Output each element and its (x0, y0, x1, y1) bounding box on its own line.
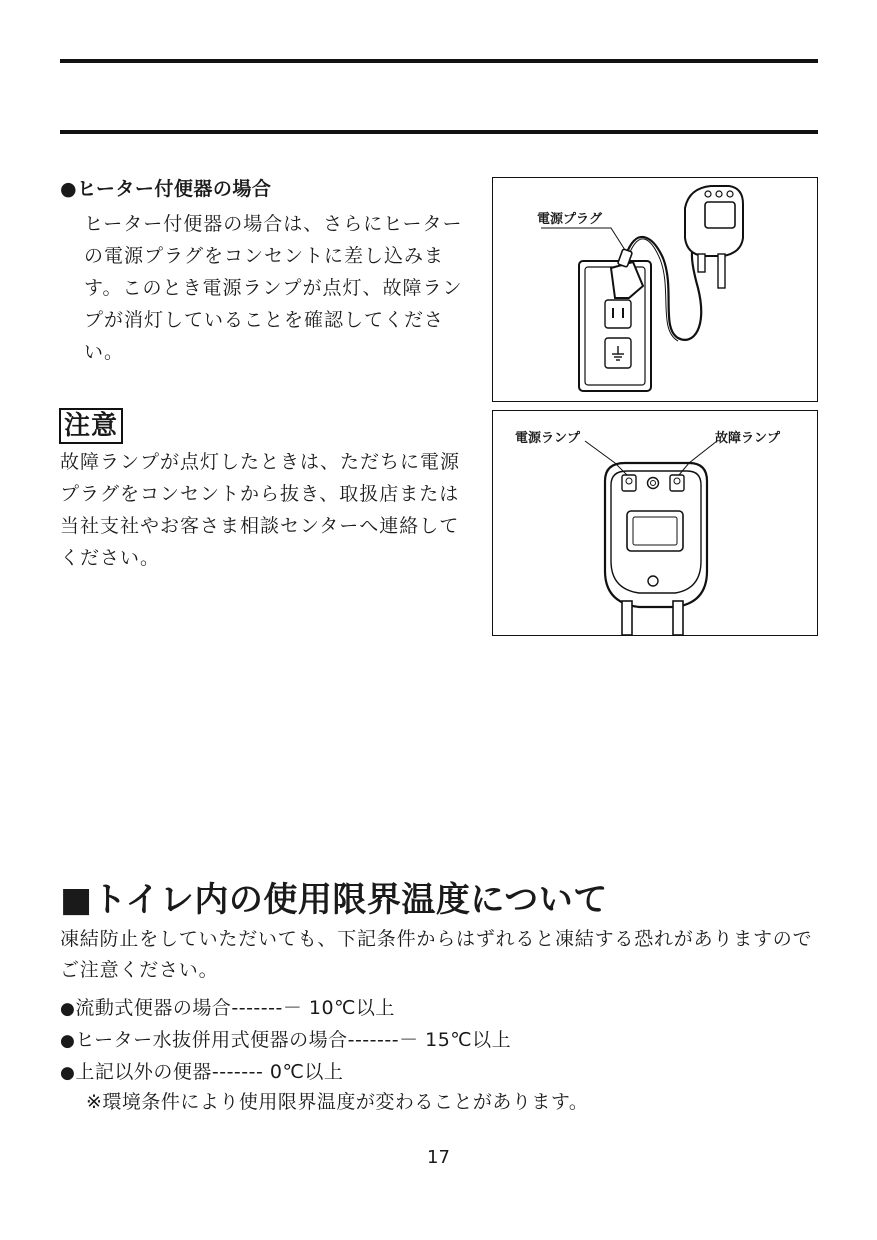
temperature-section-title: ■トイレ内の使用限界温度について (60, 880, 608, 920)
caution-body: 故障ランプが点灯したときは、ただちに電源プラグをコンセントから抜き、取扱店または当社支社やお客さま相談センターへ連絡してください。 (60, 451, 461, 569)
heater-section-body: ヒーター付便器の場合は、さらにヒーターの電源プラグをコンセントに差し込みます。このとき電源ランプが点灯、故障ランプが消灯していることを確認してください。 (84, 213, 463, 363)
top-rule (60, 59, 818, 63)
header-rule (60, 130, 818, 134)
page-number: 17 (427, 1147, 450, 1168)
power-lamp-label: 電源ランプ (515, 431, 581, 446)
item-leader: ------- (231, 997, 283, 1019)
list-item (60, 1025, 511, 1057)
bullet-icon: ● (60, 1063, 76, 1083)
item-leader: ------- (347, 1029, 400, 1051)
temperature-limit-list (60, 993, 511, 1089)
item-value: 0℃以上 (263, 1061, 344, 1083)
item-leader: ------- (211, 1061, 264, 1083)
item-label: 上記以外の便器 (75, 1061, 212, 1083)
item-label: ヒーター水抜併用式便器の場合 (75, 1029, 348, 1051)
caution-label: 注意 (59, 408, 123, 444)
list-item (60, 1057, 511, 1089)
bullet-icon: ● (60, 999, 76, 1019)
power-plug-figure (492, 177, 818, 402)
power-plug-label: 電源プラグ (537, 212, 603, 227)
temperature-section-intro: 凍結防止をしていただいても、下記条件からはずれると凍結する恐れがありますのでご注意ください。 (60, 928, 813, 981)
temperature-note: ※環境条件により使用限界温度が変わることがあります。 (86, 1091, 589, 1113)
fault-lamp-label: 故障ランプ (715, 431, 781, 446)
item-value: － 15℃以上 (399, 1029, 512, 1051)
item-value: － 10℃以上 (282, 997, 395, 1019)
list-item (60, 993, 511, 1025)
bullet-icon: ● (60, 1031, 76, 1051)
item-label: 流動式便器の場合 (75, 997, 232, 1019)
lamp-figure (492, 410, 818, 636)
heater-section-heading: ●ヒーター付便器の場合 (60, 178, 272, 200)
